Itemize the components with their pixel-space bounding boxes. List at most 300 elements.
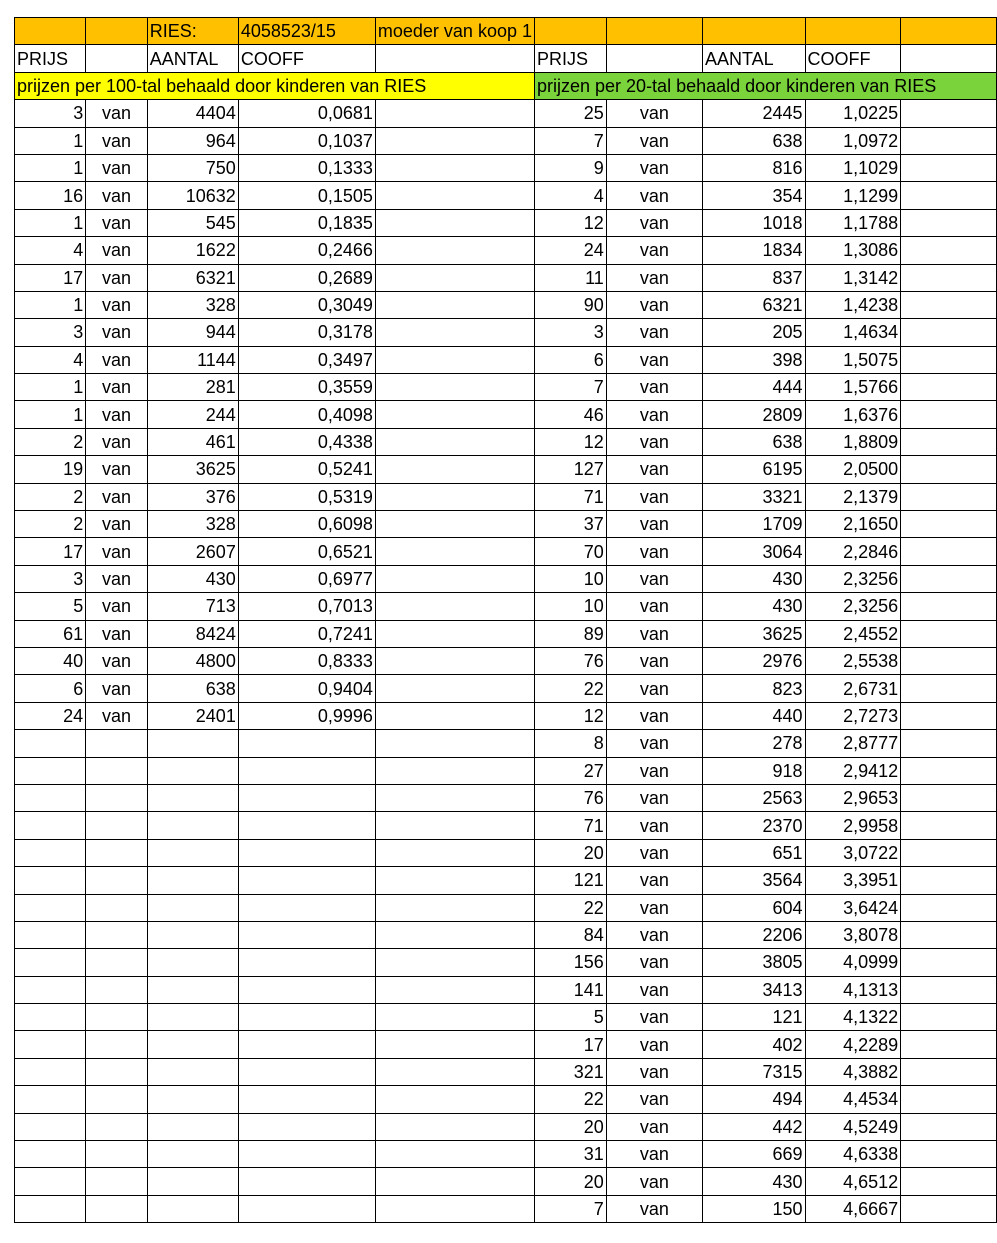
left-prijs-cell[interactable] [15,976,86,1003]
right-cooff-cell[interactable]: 4,6512 [805,1168,901,1195]
right-prijs-cell[interactable]: 20 [535,1168,607,1195]
right-van-cell[interactable]: van [606,346,702,373]
header-aantal-left[interactable]: AANTAL [147,45,238,72]
right-aantal-cell[interactable]: 205 [702,319,805,346]
right-van-cell[interactable]: van [606,593,702,620]
right-van-cell[interactable]: van [606,154,702,181]
right-prijs-cell[interactable]: 121 [535,867,607,894]
cell[interactable] [901,45,997,72]
right-prijs-cell[interactable]: 71 [535,483,607,510]
right-prijs-cell[interactable]: 11 [535,264,607,291]
cell[interactable] [375,346,534,373]
left-aantal-cell[interactable] [147,921,238,948]
right-cooff-cell[interactable]: 4,0999 [805,949,901,976]
cell[interactable] [375,100,534,127]
left-cooff-cell[interactable] [238,921,375,948]
ries-description[interactable]: moeder van koop 1 [375,18,534,45]
header-cooff-right[interactable]: COOFF [805,45,901,72]
right-van-cell[interactable]: van [606,949,702,976]
right-prijs-cell[interactable]: 9 [535,154,607,181]
right-prijs-cell[interactable]: 17 [535,1031,607,1058]
right-prijs-cell[interactable]: 22 [535,894,607,921]
left-aantal-cell[interactable] [147,949,238,976]
left-aantal-cell[interactable]: 4404 [147,100,238,127]
left-cooff-cell[interactable]: 0,1835 [238,209,375,236]
right-aantal-cell[interactable]: 402 [702,1031,805,1058]
left-prijs-cell[interactable] [15,1058,86,1085]
cell[interactable] [901,593,997,620]
left-van-cell[interactable] [86,921,148,948]
left-van-cell[interactable]: van [86,428,148,455]
cell[interactable] [375,237,534,264]
left-aantal-cell[interactable] [147,757,238,784]
right-cooff-cell[interactable]: 4,5249 [805,1113,901,1140]
header-prijs-right[interactable]: PRIJS [535,45,607,72]
left-aantal-cell[interactable] [147,839,238,866]
left-cooff-cell[interactable] [238,949,375,976]
cell[interactable] [375,921,534,948]
right-cooff-cell[interactable]: 1,1029 [805,154,901,181]
right-cooff-cell[interactable]: 2,6731 [805,675,901,702]
right-van-cell[interactable]: van [606,730,702,757]
cell[interactable] [375,812,534,839]
right-aantal-cell[interactable]: 669 [702,1141,805,1168]
cell[interactable] [901,182,997,209]
left-van-cell[interactable]: van [86,291,148,318]
right-aantal-cell[interactable]: 7315 [702,1058,805,1085]
cell[interactable] [901,319,997,346]
cell[interactable] [86,45,148,72]
left-cooff-cell[interactable]: 0,3497 [238,346,375,373]
cell[interactable] [375,867,534,894]
left-aantal-cell[interactable]: 2401 [147,702,238,729]
right-aantal-cell[interactable]: 354 [702,182,805,209]
cell[interactable] [375,428,534,455]
left-aantal-cell[interactable]: 328 [147,511,238,538]
left-van-cell[interactable] [86,812,148,839]
left-aantal-cell[interactable] [147,894,238,921]
left-prijs-cell[interactable] [15,1141,86,1168]
left-prijs-cell[interactable]: 16 [15,182,86,209]
left-van-cell[interactable]: van [86,127,148,154]
left-van-cell[interactable] [86,730,148,757]
left-cooff-cell[interactable]: 0,3178 [238,319,375,346]
right-prijs-cell[interactable]: 31 [535,1141,607,1168]
right-prijs-cell[interactable]: 4 [535,182,607,209]
cell[interactable] [901,1195,997,1222]
left-aantal-cell[interactable]: 750 [147,154,238,181]
right-cooff-cell[interactable]: 1,3086 [805,237,901,264]
left-aantal-cell[interactable]: 244 [147,401,238,428]
cell[interactable] [375,319,534,346]
right-aantal-cell[interactable]: 816 [702,154,805,181]
right-cooff-cell[interactable]: 1,6376 [805,401,901,428]
cell[interactable] [901,1058,997,1085]
cell[interactable] [805,18,901,45]
left-cooff-cell[interactable] [238,1168,375,1195]
cell[interactable] [15,18,86,45]
left-van-cell[interactable]: van [86,702,148,729]
left-cooff-cell[interactable] [238,1195,375,1222]
right-cooff-cell[interactable]: 2,4552 [805,620,901,647]
right-aantal-cell[interactable]: 494 [702,1086,805,1113]
left-van-cell[interactable] [86,1195,148,1222]
right-prijs-cell[interactable]: 89 [535,620,607,647]
right-prijs-cell[interactable]: 7 [535,127,607,154]
right-prijs-cell[interactable]: 5 [535,1004,607,1031]
cell[interactable] [375,456,534,483]
cell[interactable] [375,620,534,647]
right-prijs-cell[interactable]: 25 [535,100,607,127]
left-cooff-cell[interactable]: 0,6521 [238,538,375,565]
left-cooff-cell[interactable]: 0,8333 [238,647,375,674]
cell[interactable] [375,1086,534,1113]
right-aantal-cell[interactable]: 430 [702,593,805,620]
right-aantal-cell[interactable]: 2445 [702,100,805,127]
left-prijs-cell[interactable]: 1 [15,209,86,236]
cell[interactable] [901,264,997,291]
right-van-cell[interactable]: van [606,1168,702,1195]
left-van-cell[interactable]: van [86,100,148,127]
cell[interactable] [901,702,997,729]
cell[interactable] [375,647,534,674]
left-prijs-cell[interactable]: 17 [15,264,86,291]
left-cooff-cell[interactable] [238,1058,375,1085]
left-van-cell[interactable]: van [86,182,148,209]
right-prijs-cell[interactable]: 22 [535,675,607,702]
left-aantal-cell[interactable]: 638 [147,675,238,702]
right-aantal-cell[interactable]: 150 [702,1195,805,1222]
right-van-cell[interactable]: van [606,784,702,811]
left-aantal-cell[interactable] [147,1031,238,1058]
left-prijs-cell[interactable]: 40 [15,647,86,674]
right-cooff-cell[interactable]: 2,7273 [805,702,901,729]
left-prijs-cell[interactable] [15,867,86,894]
right-prijs-cell[interactable]: 7 [535,374,607,401]
left-aantal-cell[interactable]: 964 [147,127,238,154]
cell[interactable] [375,839,534,866]
left-van-cell[interactable] [86,867,148,894]
left-prijs-cell[interactable]: 3 [15,565,86,592]
right-prijs-cell[interactable]: 6 [535,346,607,373]
cell[interactable] [375,1004,534,1031]
left-prijs-cell[interactable]: 2 [15,511,86,538]
left-prijs-cell[interactable]: 1 [15,127,86,154]
right-cooff-cell[interactable]: 1,3142 [805,264,901,291]
cell[interactable] [901,1113,997,1140]
right-aantal-cell[interactable]: 604 [702,894,805,921]
right-van-cell[interactable]: van [606,867,702,894]
right-prijs-cell[interactable]: 12 [535,702,607,729]
right-cooff-cell[interactable]: 1,4634 [805,319,901,346]
left-aantal-cell[interactable]: 328 [147,291,238,318]
left-van-cell[interactable]: van [86,209,148,236]
cell[interactable] [901,428,997,455]
left-aantal-cell[interactable]: 8424 [147,620,238,647]
left-cooff-cell[interactable] [238,976,375,1003]
right-prijs-cell[interactable]: 141 [535,976,607,1003]
right-cooff-cell[interactable]: 3,8078 [805,921,901,948]
right-cooff-cell[interactable]: 1,1788 [805,209,901,236]
cell[interactable] [375,757,534,784]
left-prijs-cell[interactable] [15,784,86,811]
header-prijs-left[interactable]: PRIJS [15,45,86,72]
left-aantal-cell[interactable]: 6321 [147,264,238,291]
left-van-cell[interactable]: van [86,675,148,702]
cell[interactable] [901,1141,997,1168]
left-van-cell[interactable]: van [86,264,148,291]
right-van-cell[interactable]: van [606,839,702,866]
right-cooff-cell[interactable]: 2,3256 [805,565,901,592]
right-cooff-cell[interactable]: 1,5075 [805,346,901,373]
left-cooff-cell[interactable] [238,894,375,921]
right-aantal-cell[interactable]: 2563 [702,784,805,811]
right-cooff-cell[interactable]: 1,8809 [805,428,901,455]
left-van-cell[interactable] [86,839,148,866]
cell[interactable] [375,538,534,565]
left-aantal-cell[interactable] [147,1141,238,1168]
left-cooff-cell[interactable] [238,1141,375,1168]
cell[interactable] [375,593,534,620]
left-aantal-cell[interactable]: 2607 [147,538,238,565]
cell[interactable] [375,702,534,729]
left-aantal-cell[interactable] [147,1168,238,1195]
right-aantal-cell[interactable]: 1018 [702,209,805,236]
right-cooff-cell[interactable]: 2,0500 [805,456,901,483]
right-cooff-cell[interactable]: 1,1299 [805,182,901,209]
right-prijs-cell[interactable]: 3 [535,319,607,346]
left-van-cell[interactable] [86,784,148,811]
cell[interactable] [901,976,997,1003]
left-prijs-cell[interactable]: 4 [15,346,86,373]
cell[interactable] [375,154,534,181]
left-aantal-cell[interactable]: 944 [147,319,238,346]
cell[interactable] [901,1168,997,1195]
right-aantal-cell[interactable]: 837 [702,264,805,291]
cell[interactable] [901,784,997,811]
left-prijs-cell[interactable]: 61 [15,620,86,647]
left-prijs-cell[interactable] [15,839,86,866]
left-aantal-cell[interactable]: 281 [147,374,238,401]
right-cooff-cell[interactable]: 3,3951 [805,867,901,894]
cell[interactable] [901,401,997,428]
left-van-cell[interactable]: van [86,593,148,620]
cell[interactable] [901,538,997,565]
left-van-cell[interactable]: van [86,483,148,510]
right-van-cell[interactable]: van [606,428,702,455]
cell[interactable] [901,127,997,154]
right-van-cell[interactable]: van [606,291,702,318]
right-van-cell[interactable]: van [606,1031,702,1058]
left-van-cell[interactable] [86,894,148,921]
right-van-cell[interactable]: van [606,1141,702,1168]
right-van-cell[interactable]: van [606,511,702,538]
cell[interactable] [901,647,997,674]
right-van-cell[interactable]: van [606,237,702,264]
left-cooff-cell[interactable] [238,839,375,866]
left-cooff-cell[interactable] [238,1113,375,1140]
cell[interactable] [375,1058,534,1085]
cell[interactable] [901,839,997,866]
left-cooff-cell[interactable]: 0,1505 [238,182,375,209]
right-prijs-cell[interactable]: 20 [535,1113,607,1140]
cell[interactable] [901,949,997,976]
left-van-cell[interactable] [86,1113,148,1140]
right-cooff-cell[interactable]: 3,6424 [805,894,901,921]
right-aantal-cell[interactable]: 6195 [702,456,805,483]
cell[interactable] [375,291,534,318]
left-cooff-cell[interactable]: 0,1333 [238,154,375,181]
right-aantal-cell[interactable]: 638 [702,127,805,154]
cell[interactable] [901,1031,997,1058]
left-cooff-cell[interactable]: 0,4338 [238,428,375,455]
left-prijs-cell[interactable]: 1 [15,374,86,401]
right-aantal-cell[interactable]: 444 [702,374,805,401]
left-cooff-cell[interactable]: 0,7241 [238,620,375,647]
left-aantal-cell[interactable]: 4800 [147,647,238,674]
right-prijs-cell[interactable]: 7 [535,1195,607,1222]
left-cooff-cell[interactable]: 0,6977 [238,565,375,592]
left-prijs-cell[interactable] [15,949,86,976]
right-van-cell[interactable]: van [606,921,702,948]
cell[interactable] [375,401,534,428]
right-cooff-cell[interactable]: 1,5766 [805,374,901,401]
right-van-cell[interactable]: van [606,374,702,401]
right-aantal-cell[interactable]: 2206 [702,921,805,948]
left-prijs-cell[interactable] [15,1086,86,1113]
left-van-cell[interactable]: van [86,620,148,647]
cell[interactable] [375,1195,534,1222]
right-cooff-cell[interactable]: 4,1313 [805,976,901,1003]
right-van-cell[interactable]: van [606,1086,702,1113]
right-van-cell[interactable]: van [606,182,702,209]
cell[interactable] [375,1031,534,1058]
left-prijs-cell[interactable] [15,1031,86,1058]
right-cooff-cell[interactable]: 2,1650 [805,511,901,538]
cell[interactable] [375,1113,534,1140]
left-van-cell[interactable] [86,1086,148,1113]
right-van-cell[interactable]: van [606,1004,702,1031]
left-cooff-cell[interactable]: 0,0681 [238,100,375,127]
left-prijs-cell[interactable]: 24 [15,702,86,729]
right-prijs-cell[interactable]: 127 [535,456,607,483]
left-prijs-cell[interactable] [15,894,86,921]
left-aantal-cell[interactable]: 1622 [147,237,238,264]
left-cooff-cell[interactable]: 0,2466 [238,237,375,264]
left-van-cell[interactable] [86,1031,148,1058]
ries-label[interactable]: RIES: [147,18,238,45]
right-cooff-cell[interactable]: 4,1322 [805,1004,901,1031]
left-aantal-cell[interactable] [147,867,238,894]
right-prijs-cell[interactable]: 71 [535,812,607,839]
cell[interactable] [375,565,534,592]
right-aantal-cell[interactable]: 278 [702,730,805,757]
cell[interactable] [901,18,997,45]
left-aantal-cell[interactable]: 545 [147,209,238,236]
cell[interactable] [375,374,534,401]
cell[interactable] [606,45,702,72]
left-van-cell[interactable] [86,976,148,1003]
right-cooff-cell[interactable]: 1,4238 [805,291,901,318]
right-prijs-cell[interactable]: 22 [535,1086,607,1113]
cell[interactable] [375,483,534,510]
right-aantal-cell[interactable]: 2370 [702,812,805,839]
left-aantal-cell[interactable]: 1144 [147,346,238,373]
right-prijs-cell[interactable]: 37 [535,511,607,538]
cell[interactable] [901,374,997,401]
left-aantal-cell[interactable] [147,730,238,757]
right-prijs-cell[interactable]: 8 [535,730,607,757]
left-prijs-cell[interactable] [15,1195,86,1222]
right-prijs-cell[interactable]: 20 [535,839,607,866]
right-van-cell[interactable]: van [606,976,702,1003]
left-prijs-cell[interactable] [15,1004,86,1031]
right-prijs-cell[interactable]: 46 [535,401,607,428]
header-cooff-left[interactable]: COOFF [238,45,375,72]
left-cooff-cell[interactable] [238,867,375,894]
right-aantal-cell[interactable]: 823 [702,675,805,702]
left-cooff-cell[interactable]: 0,4098 [238,401,375,428]
left-prijs-cell[interactable]: 3 [15,319,86,346]
cell[interactable] [901,757,997,784]
left-prijs-cell[interactable]: 2 [15,483,86,510]
left-cooff-cell[interactable] [238,784,375,811]
left-van-cell[interactable]: van [86,374,148,401]
left-cooff-cell[interactable]: 0,2689 [238,264,375,291]
left-aantal-cell[interactable] [147,812,238,839]
right-cooff-cell[interactable]: 1,0225 [805,100,901,127]
left-van-cell[interactable]: van [86,538,148,565]
cell[interactable] [901,921,997,948]
left-prijs-cell[interactable] [15,812,86,839]
left-prijs-cell[interactable]: 4 [15,237,86,264]
left-prijs-cell[interactable]: 1 [15,154,86,181]
right-van-cell[interactable]: van [606,647,702,674]
left-cooff-cell[interactable]: 0,3559 [238,374,375,401]
right-cooff-cell[interactable]: 4,2289 [805,1031,901,1058]
left-aantal-cell[interactable] [147,1004,238,1031]
right-aantal-cell[interactable]: 918 [702,757,805,784]
right-aantal-cell[interactable]: 638 [702,428,805,455]
cell[interactable] [86,18,148,45]
left-van-cell[interactable]: van [86,154,148,181]
left-van-cell[interactable]: van [86,346,148,373]
right-aantal-cell[interactable]: 3625 [702,620,805,647]
right-cooff-cell[interactable]: 2,9958 [805,812,901,839]
left-aantal-cell[interactable]: 461 [147,428,238,455]
right-van-cell[interactable]: van [606,757,702,784]
left-prijs-cell[interactable]: 1 [15,291,86,318]
left-van-cell[interactable]: van [86,237,148,264]
left-prijs-cell[interactable]: 2 [15,428,86,455]
right-van-cell[interactable]: van [606,456,702,483]
left-aantal-cell[interactable]: 3625 [147,456,238,483]
right-cooff-cell[interactable]: 2,8777 [805,730,901,757]
right-prijs-cell[interactable]: 76 [535,647,607,674]
cell[interactable] [375,1168,534,1195]
left-van-cell[interactable]: van [86,319,148,346]
right-prijs-cell[interactable]: 90 [535,291,607,318]
cell[interactable] [375,127,534,154]
right-prijs-cell[interactable]: 24 [535,237,607,264]
cell[interactable] [901,100,997,127]
cell[interactable] [901,812,997,839]
cell[interactable] [901,456,997,483]
cell[interactable] [606,18,702,45]
left-aantal-cell[interactable] [147,784,238,811]
cell[interactable] [375,1141,534,1168]
left-cooff-cell[interactable]: 0,6098 [238,511,375,538]
